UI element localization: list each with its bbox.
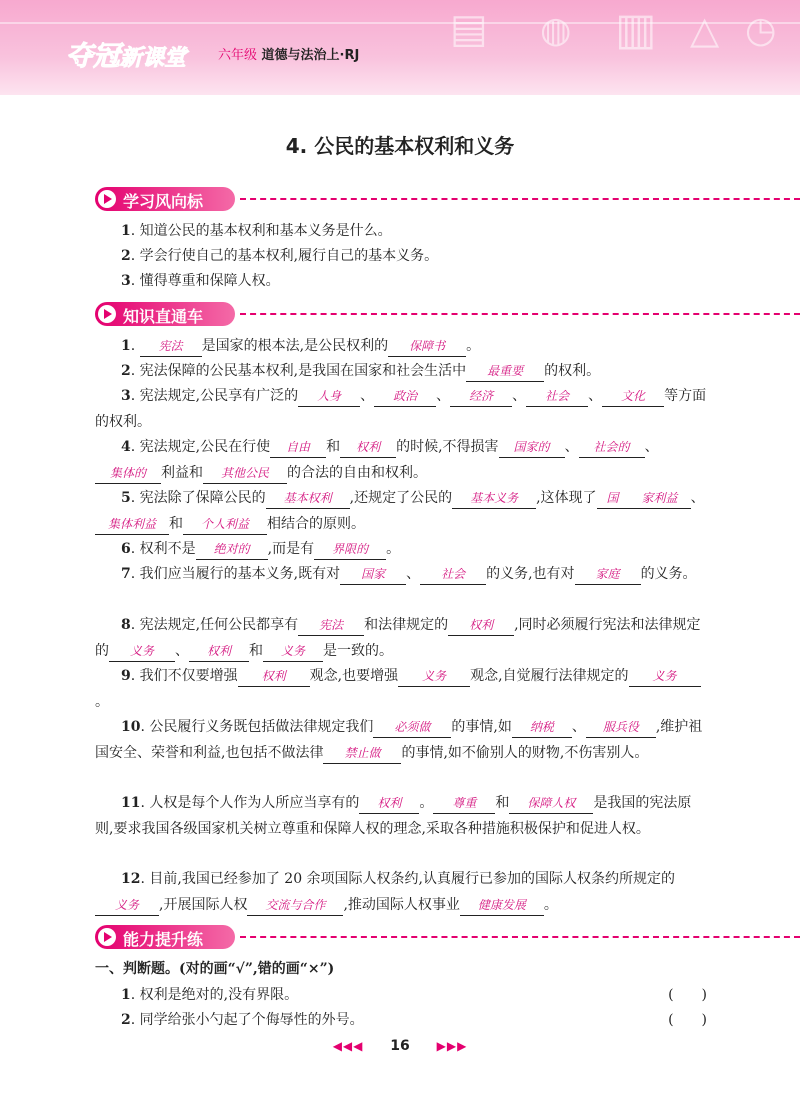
section-divider xyxy=(240,313,800,315)
question-5: 5. 宪法除了保障公民的 基本权利 ,还规定了公民的 基本义务 ,这体现了 国 家利益 、集体利益 和 个人利益 相结合的原则。 xyxy=(95,486,707,537)
answer-blank: 义务 xyxy=(629,666,701,687)
subject-label: 道德与法治上·RJ xyxy=(261,48,360,63)
answer-blank: 义务 xyxy=(263,641,323,662)
answer-blank: 权利 xyxy=(340,437,396,458)
question-4: 4. 宪法规定,公民在行使 自由 和 权利 的时候,不得损害 国家的 、 社会的 、集体的 利益和 其他公民 的合法的自由和权利。 xyxy=(95,435,707,486)
answer-blank: 社会的 xyxy=(579,437,645,458)
answer-blank: 经济 xyxy=(450,386,512,407)
answer-blank: 国 xyxy=(597,488,629,509)
judge-item: 2. 同学给张小勺起了个侮辱性的外号。 ( ) xyxy=(121,1009,707,1029)
section-label: 学习风向标 xyxy=(123,192,204,211)
answer-blank: 国家 xyxy=(340,564,406,585)
question-8: 8. 宪法规定,任何公民都享有 宪法 和法律规定的 权利 ,同时必须履行宪法和法律规定的 义务 、 权利 和 义务 是一致的。 xyxy=(95,613,707,664)
question-12: 12. 目前,我国已经参加了 20 余项国际人权条约,认真履行已参加的国际人权条约所规定的义务 ,开展国际人权 交流与合作 ,推动国际人权事业 健康发展 。 xyxy=(95,867,707,918)
section-divider xyxy=(240,936,800,938)
book-icon: ▤ xyxy=(450,6,488,52)
answer-blank: 自由 xyxy=(270,437,326,458)
question-7: 7. 我们应当履行的基本义务,既有对 国家 、 社会 的义务,也有对 家庭 的义务。 xyxy=(95,562,707,588)
right-arrows-icon: ▶▶▶ xyxy=(436,1039,468,1053)
answer-blank: 家庭 xyxy=(575,564,641,585)
answer-blank: 权利 xyxy=(189,641,249,662)
header-banner xyxy=(0,0,800,95)
answer-blank: 义务 xyxy=(95,895,159,916)
answer-blank: 保障书 xyxy=(388,336,466,357)
answer-blank: 义务 xyxy=(109,641,175,662)
answer-blank: 最重要 xyxy=(466,361,544,382)
answer-blank: 交流与合作 xyxy=(247,895,343,916)
answer-blank: 绝对的 xyxy=(196,539,268,560)
page-title: 4. 公民的基本权利和义务 xyxy=(285,134,515,158)
question-6: 6. 权利不是 绝对的 ,而是有 界限的 。 xyxy=(95,537,707,563)
play-icon xyxy=(98,305,116,323)
goal-item: 3. 懂得尊重和保障人权。 xyxy=(121,273,280,289)
answer-blank: 保障人权 xyxy=(509,793,593,814)
brand-main: 夺冠 xyxy=(66,41,120,72)
clock-icon: ◷ xyxy=(745,10,777,51)
question-9: 9. 我们不仅要增强 权利 观念,也要增强 义务 观念,自觉履行法律规定的 义务。 xyxy=(95,664,707,715)
section-label: 能力提升练 xyxy=(123,930,204,949)
answer-blank: 权利 xyxy=(238,666,310,687)
section-divider xyxy=(240,198,800,200)
goal-item: 1. 知道公民的基本权利和基本义务是什么。 xyxy=(121,223,392,239)
play-icon xyxy=(98,190,116,208)
grade-label: 六年级 xyxy=(218,48,258,63)
answer-blank: 社会 xyxy=(420,564,486,585)
page-footer xyxy=(0,1038,800,1054)
answer-blank: 政治 xyxy=(374,386,436,407)
question-1: 1. 宪法 是国家的根本法,是公民权利的 保障书 。 xyxy=(95,334,707,360)
goal-item: 2. 学会行使自己的基本权利,履行自己的基本义务。 xyxy=(121,248,439,264)
answer-blank: 文化 xyxy=(602,386,664,407)
answer-blank: 尊重 xyxy=(433,793,495,814)
answer-blank: 社会 xyxy=(526,386,588,407)
answer-blank: 健康发展 xyxy=(460,895,544,916)
page-number: 16 xyxy=(390,1038,410,1054)
answer-blank: 界限的 xyxy=(314,539,386,560)
question-11: 11. 人权是每个人作为人所应当享有的 权利 。 尊重 和 保障人权 是我国的宪法原则,要求我国各级国家机关树立尊重和保障人权的理念,采取各种措施积极保护和促进人权。 xyxy=(95,795,692,837)
answer-blank: 纳税 xyxy=(512,717,572,738)
answer-blank: 宪法 xyxy=(140,336,202,357)
answer-blank: 其他公民 xyxy=(203,463,287,484)
left-arrows-icon: ◀◀◀ xyxy=(332,1039,364,1053)
answer-blank: 基本权利 xyxy=(266,488,350,509)
brand-logo xyxy=(66,34,186,73)
header-stripe xyxy=(0,22,800,24)
notebook-icon: ▥ xyxy=(615,4,657,55)
question-3: 3. 宪法规定,公民享有广泛的 人身 、 政治 、 经济 、 社会 、 文化 等方面的权利。 xyxy=(95,388,707,430)
answer-blank: 禁止做 xyxy=(323,743,401,764)
answer-blank: 宪法 xyxy=(298,615,364,636)
answer-parentheses[interactable]: ( ) xyxy=(668,1012,707,1028)
judge-item: 1. 权利是绝对的,没有界限。 ( ) xyxy=(121,984,707,1004)
header-subtitle xyxy=(218,44,359,63)
answer-blank: 家利益 xyxy=(629,488,691,509)
answer-blank: 必须做 xyxy=(373,717,451,738)
judge-heading: 一、判断题。(对的画“√”,错的画“×”) xyxy=(95,961,335,977)
brand-sub: 新课堂 xyxy=(120,46,187,71)
answer-parentheses[interactable]: ( ) xyxy=(668,987,707,1003)
answer-blank: 权利 xyxy=(448,615,514,636)
answer-blank: 集体利益 xyxy=(95,514,169,535)
question-10: 10. 公民履行义务既包括做法律规定我们 必须做 的事情,如 纳税 、 服兵役 ,维护祖国安全、荣誉和利益,也包括不做法律 禁止做 的事情,如不偷别人的财物,不伤害别人。 xyxy=(95,715,707,766)
answer-blank: 国家的 xyxy=(499,437,565,458)
answer-blank: 个人利益 xyxy=(183,514,267,535)
globe-icon: ◍ xyxy=(540,10,572,51)
answer-blank: 人身 xyxy=(298,386,360,407)
answer-blank: 集体的 xyxy=(95,463,161,484)
question-2: 2. 宪法保障的公民基本权利,是我国在国家和社会生活中 最重要 的权利。 xyxy=(95,359,707,385)
section-label: 知识直通车 xyxy=(123,307,204,326)
compass-icon: △ xyxy=(690,8,720,52)
answer-blank: 义务 xyxy=(398,666,470,687)
answer-blank: 权利 xyxy=(359,793,419,814)
play-icon xyxy=(98,928,116,946)
answer-blank: 服兵役 xyxy=(586,717,656,738)
answer-blank: 基本义务 xyxy=(452,488,536,509)
